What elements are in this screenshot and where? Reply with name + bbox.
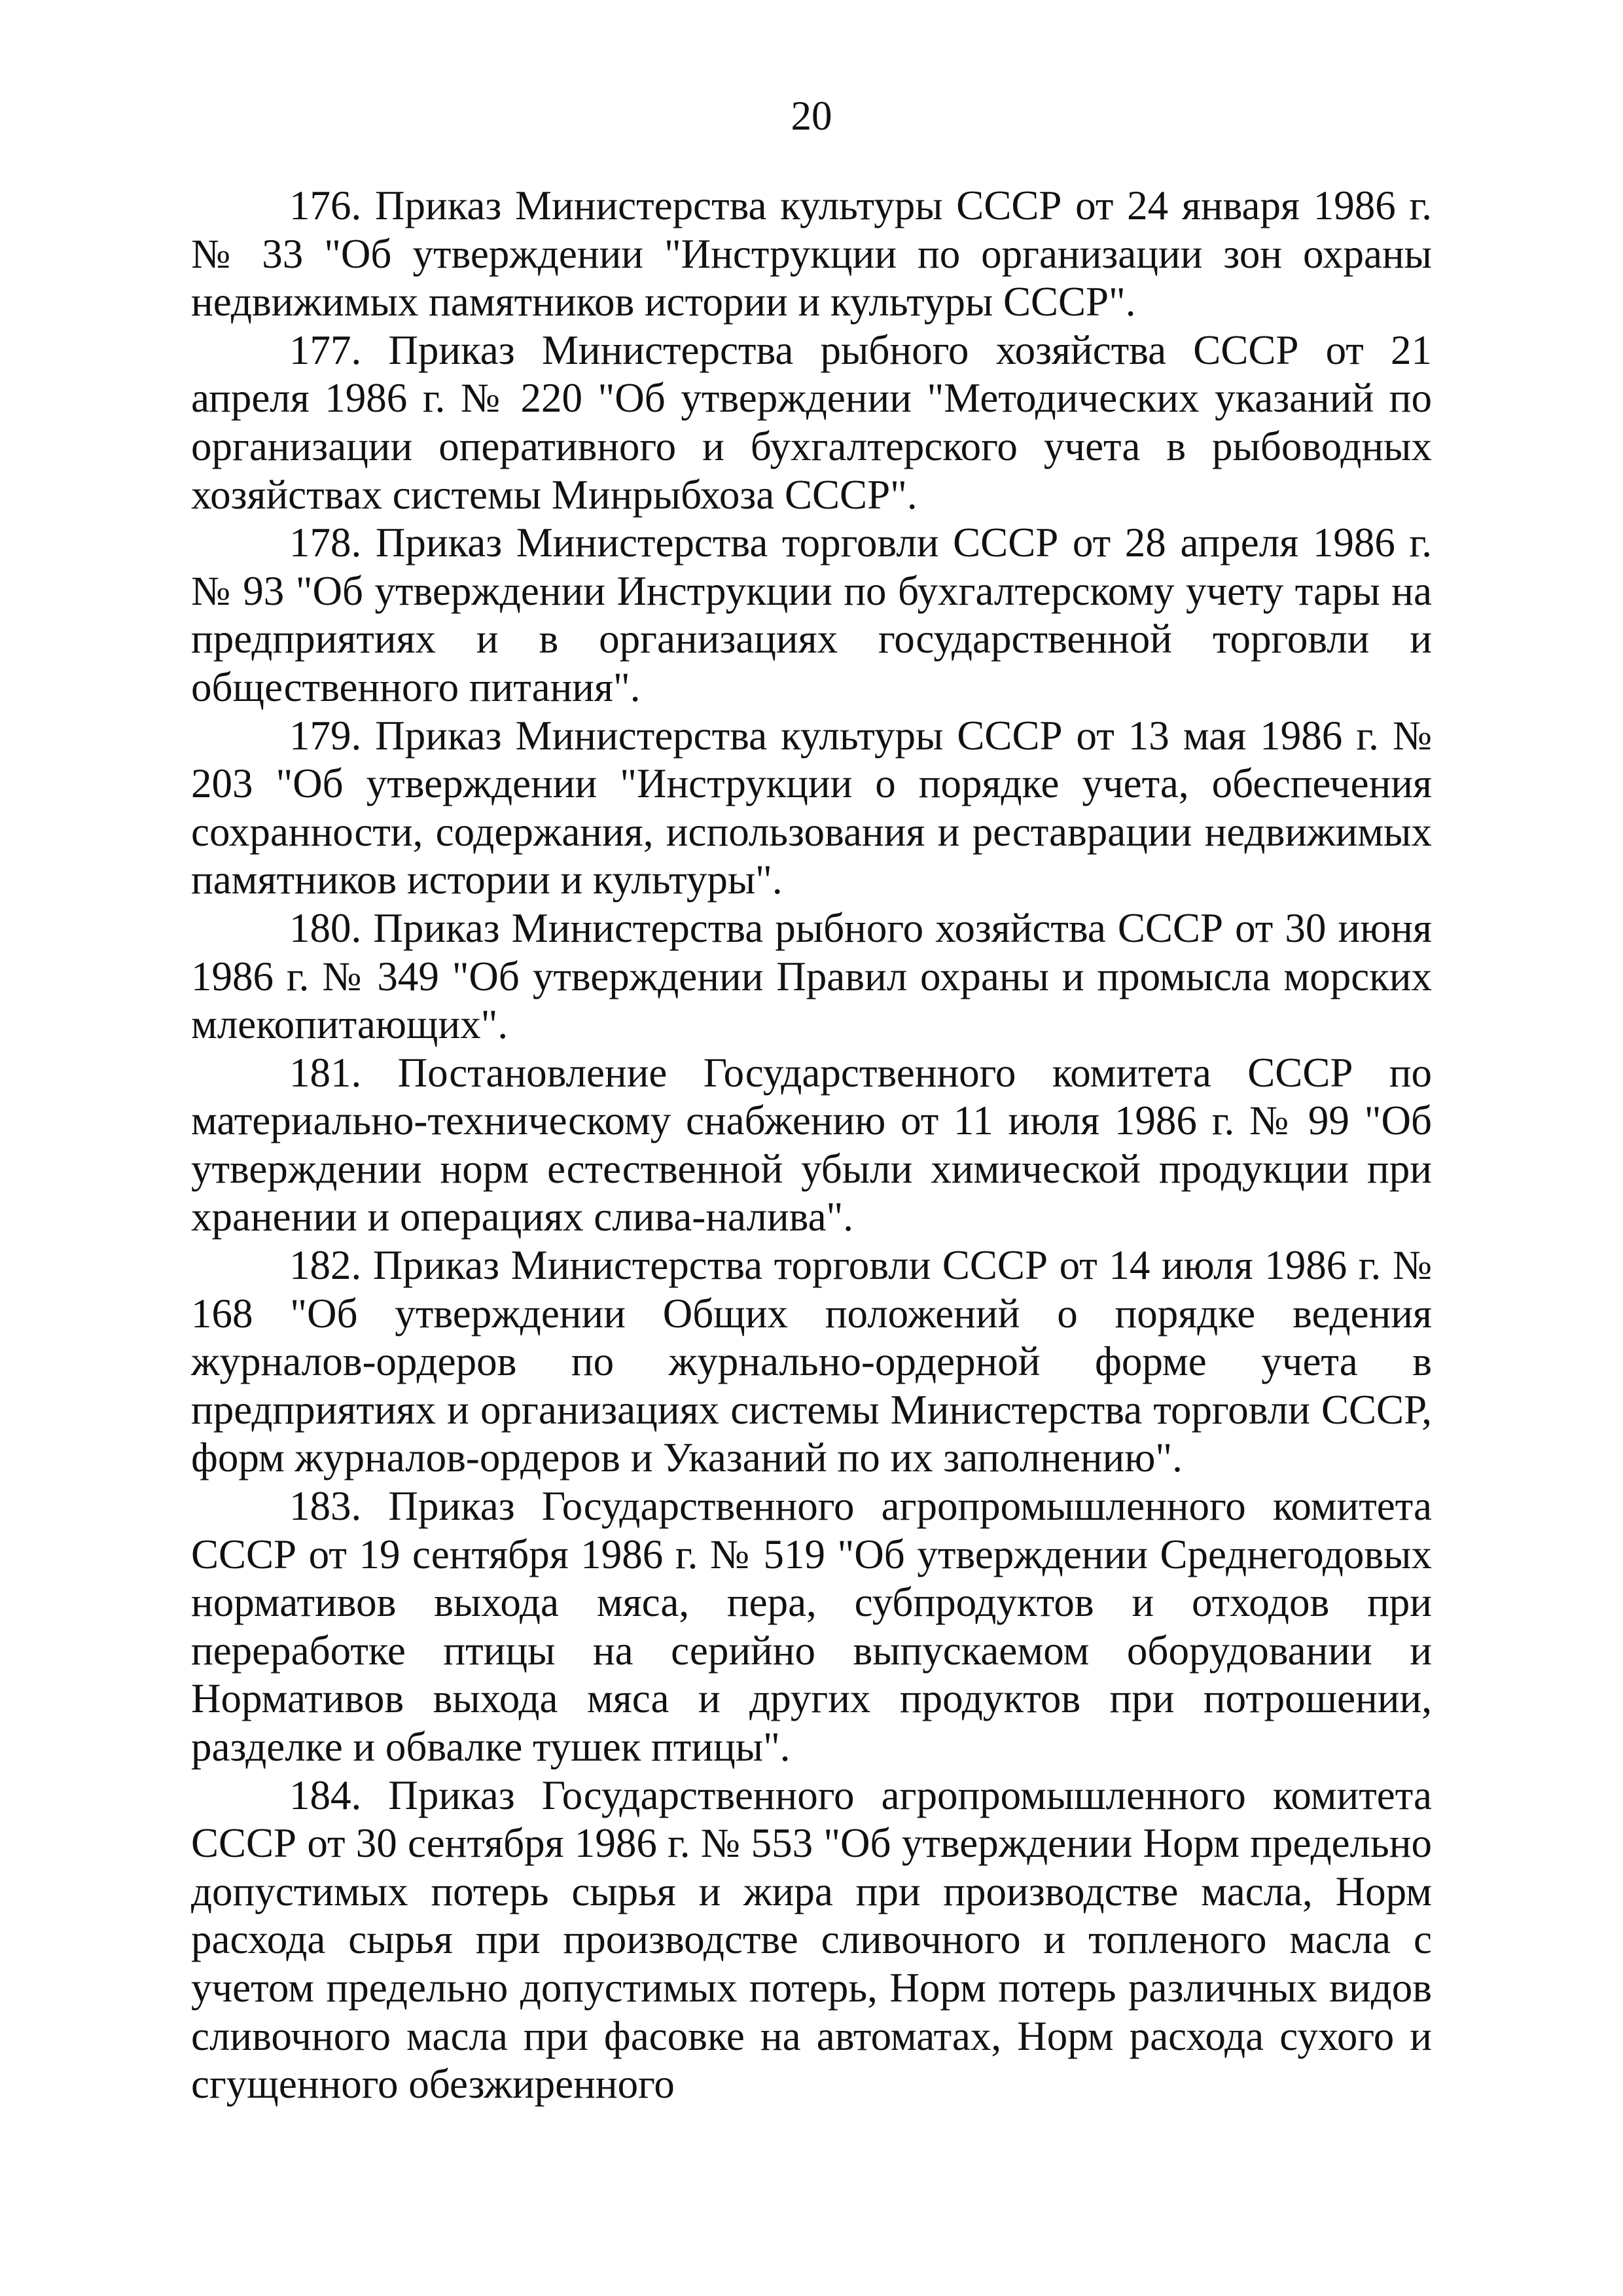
- list-item: 181. Постановление Государственного комитета СССР по материально-техническому снабжению от 11 июля 1986 г. № 99 "Об утверждении норм естественной убыли химической продукции при хранении и операциях слива-налива".: [191, 1049, 1432, 1240]
- list-item: 183. Приказ Государственного агропромышленного комитета СССР от 19 сентября 1986 г. № 519 "Об утверждении Среднегодовых нормативов выхода мяса, пера, субпродуктов и отходов при переработке птицы на серийно выпускаемом оборудовании и Нормативов выхода мяса и других продуктов при потрошении, разделке и обвалке тушек птицы".: [191, 1483, 1432, 1770]
- list-item: 184. Приказ Государственного агропромышленного комитета СССР от 30 сентября 1986 г. № 553 "Об утверждении Норм предельно допустимых потерь сырья и жира при производстве масла, Норм расхода сырья при производстве сливочного и топленого масла с учетом предельно допустимых потерь, Норм потерь различных видов сливочного масла при фасовке на автоматах, Норм расхода сухого и сгущенного обезжиренного: [191, 1772, 1432, 2108]
- list-item: 176. Приказ Министерства культуры СССР от 24 января 1986 г. № 33 "Об утверждении "Инструкции по организации зон охраны недвижимых памятников истории и культуры СССР".: [191, 183, 1432, 325]
- list-item: 178. Приказ Министерства торговли СССР от 28 апреля 1986 г. № 93 "Об утверждении Инструкции по бухгалтерскому учету тары на предприятиях и в организациях государственной торговли и общественного питания".: [191, 520, 1432, 710]
- list-item: 179. Приказ Министерства культуры СССР от 13 мая 1986 г. № 203 "Об утверждении "Инструкции о порядке учета, обеспечения сохранности, содержания, использования и реставрации недвижимых памятников истории и культуры".: [191, 712, 1432, 903]
- page-number: 20: [791, 93, 832, 139]
- list-item: 182. Приказ Министерства торговли СССР от 14 июля 1986 г. № 168 "Об утверждении Общих положений о порядке ведения журналов-ордеров по журнально-ордерной форме учета в предприятиях и организациях системы Министерства торговли СССР, форм журналов-ордеров и Указаний по их заполнению".: [191, 1242, 1432, 1481]
- list-item: 177. Приказ Министерства рыбного хозяйства СССР от 21 апреля 1986 г. № 220 "Об утверждении "Методических указаний по организации оперативного и бухгалтерского учета в рыбоводных хозяйствах системы Минрыбхоза СССР".: [191, 327, 1432, 518]
- entry-list: [191, 182, 1432, 2109]
- list-item: 180. Приказ Министерства рыбного хозяйства СССР от 30 июня 1986 г. № 349 "Об утверждении Правил охраны и промысла морских млекопитающих".: [191, 905, 1432, 1048]
